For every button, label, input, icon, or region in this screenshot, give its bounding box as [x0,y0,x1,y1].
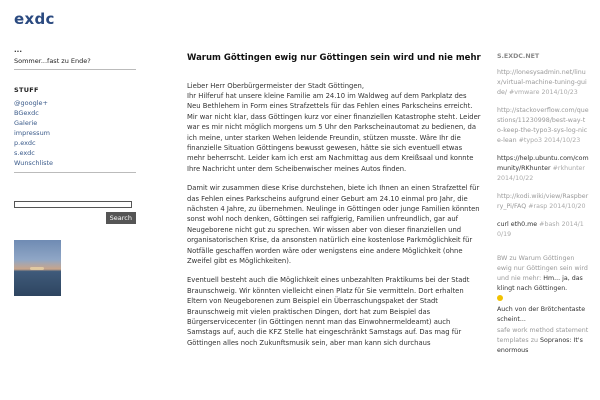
search-button[interactable]: Search [106,212,136,224]
comment-item [497,305,589,325]
comment-connector: zu [507,255,519,262]
stuff-divider [14,172,136,173]
post-content [187,52,481,357]
post-title[interactable]: Warum Göttingen ewig nur Göttingen sein wird und nie mehr [187,53,481,63]
feed-link[interactable]: http://lonesysadmin.net/linux/virtual-machine-tuning-guide/ [497,69,587,96]
feed-meta: #typo3 2014/10/23 [518,137,581,144]
feed-link[interactable]: https://help.ubuntu.com/community/RKhunter [497,155,589,172]
comment-text: Hm... ja, das klingt nach Göttingen. [497,275,583,292]
sun-reflection [30,267,44,270]
comment-text: Auch von der Brötchentaste scheint... [497,306,586,323]
post-paragraph: Damit wir zusammen diese Krise durchstehen, biete ich Ihnen an einen Strafzettel für das Fehlen eines Parkscheins aufgrund einer Geburt am 24.10 einmal pro Jahr, die nächsten 4 Jahre, zu übernehmen. Neulinge in Göttingen oder junge Familien könnten sonst wohl noch denken, Göttingen sei raffgierig, Familien unfreundlich, gar auf Neugeborene nicht gut zu sprechen. Wir wissen aber von dieser finanziellen und organisatorischen Krise, da ansonsten natürlich eine kostenlose Parkmöglichkeit für Notfälle geschaffen worden wäre oder wenigstens eine andere Möglichkeit (ohne Zweifel gibt es Möglichkeiten). [187,184,480,265]
site-title[interactable]: exdc [14,10,55,28]
post-paragraph: Lieber Herr Oberbürgermeister der Stadt Göttingen, [187,81,365,90]
comment-item [497,326,589,356]
comment-text: Sopranos: It's enormous [497,337,583,354]
left-sidebar [14,46,136,296]
feed-meta: #rkhunter 2014/10/22 [497,165,586,182]
feed-link[interactable]: http://stackoverflow.com/questions/11230998/best-way-to-keep-the-typo3-sys-log-nice-lean [497,107,589,144]
feed-item [497,192,589,212]
recent-comments [497,254,589,356]
feed-link[interactable]: http://kodi.wiki/view/Raspberry_Pi/FAQ [497,193,589,210]
feed-text: curl eth0.me [497,221,538,228]
sunset-photo [14,240,61,296]
feed-item [497,106,589,146]
comment-connector: zu [528,337,541,344]
post-paragraph: Ihr Hilferuf hat unsere kleine Familie am 24.10 im Waldweg auf dem Parkplatz des Neu Bethlehem in Form eines Strafzettels für das Fehlen eines Parkscheins erreicht. Mir war nicht klar, dass Göttingen kurz vor einer finanziellen Katastrophe steht. Leider war es mir nicht möglich morgens um 5 Uhr den Parkscheinautomat zu bedienen, da ich meine, unter starken Wehen leidende Freundin, stützen musste. Wäre Ihr die finanzielle Situation Göttingens bewusst gewesen, hätte sie sich eventuell etwas mehr beherrscht. Leider kam ich erst am Nachmittag aus dem Kreißsaal und konnte Ihre Nachricht unter dem Scheibenwischer meines Autos finden. [187,91,481,173]
right-sidebar [497,52,589,357]
feed-item [497,220,589,240]
comment-author[interactable]: safe work method statement templates [497,327,589,344]
comment-post-link[interactable]: Warum Göttingen ewig nur Göttingen sein wird und nie mehr: [497,255,588,282]
feed-title: S.EXDC.NET [497,53,540,60]
stuff-link-bgexdc[interactable]: BGexdc [14,109,39,117]
stuff-link-wunschliste[interactable]: Wunschliste [14,159,54,167]
stuff-link-p-exdc[interactable]: p.exdc [14,139,36,147]
stuff-link-google[interactable]: @google+ [14,99,48,107]
post-paragraph: Eventuell besteht auch die Möglichkeit eines unbezahlten Praktikums bei der Stadt Braunschweig. Wir könnten vielleicht einen Platz für Sie vermitteln. Dort erhalten Eltern von Neugeborenen zum Beispiel ein Überraschungspaket der Stadt Braunschweig mit vielen praktischen Dingen, dort hat zum Beispiel das Bürgerservicecenter (in Göttingen nennt man das Einwohnermeldeamt) auch Samstags auf, auch die KFZ Stelle hat eingeschränkt Samstags auf. Das mag für Göttingen alles noch Zukunftsmusik sein, aber man kann sich durchaus [187,276,470,347]
stuff-link-impressum[interactable]: impressum [14,129,51,137]
feed-item [497,154,589,184]
sidebar-dots: ... [14,46,22,54]
stuff-link-s-exdc[interactable]: s.exdc [14,149,35,157]
feed-meta: #bash 2014/10/19 [497,221,584,238]
stuff-link-galerie[interactable]: Galerie [14,119,38,127]
search-input[interactable] [14,201,132,208]
feed-item [497,68,589,98]
sidebar-tagline: Sommer...fast zu Ende? [14,57,91,65]
feed-meta: #rasp 2014/10/20 [528,203,586,210]
comment-item [497,254,589,304]
sidebar-divider [14,69,136,70]
stuff-list [14,98,136,168]
smiley-icon [497,295,503,301]
comment-author: BW [497,255,508,262]
stuff-title: STUFF [14,86,39,94]
feed-meta: #vmware 2014/10/23 [509,89,578,96]
